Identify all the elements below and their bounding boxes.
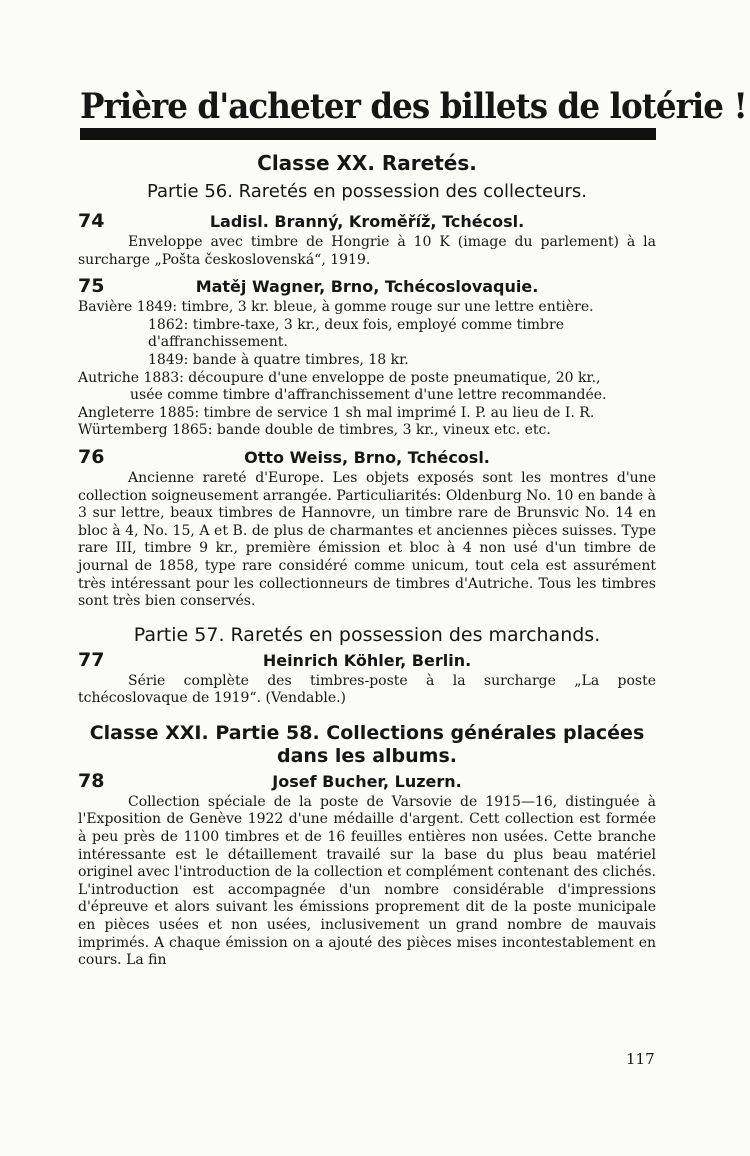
entry-78 bbox=[78, 770, 656, 970]
entry-number: 76 bbox=[78, 445, 105, 468]
part-57-title: Partie 57. Raretés en possession des marchands. bbox=[133, 623, 601, 646]
entry-74 bbox=[78, 210, 656, 269]
entry-number: 77 bbox=[78, 648, 105, 671]
entry-text: Enveloppe avec timbre de Hongrie à 10 K (image du parlement) à la surcharge „Pošta československá“, 1919. bbox=[78, 234, 656, 268]
class-xx-title: Classe XX. Raretés. bbox=[257, 151, 477, 175]
entry-name: Heinrich Köhler, Berlin. bbox=[262, 650, 472, 670]
page-content bbox=[78, 148, 656, 970]
entry-line: Autriche 1883: découpure d'une enveloppe de poste pneumatique, 20 kr., bbox=[78, 369, 601, 386]
entry-line: 1862: timbre-taxe, 3 kr., deux fois, employé comme timbre d'affranchissement. bbox=[148, 316, 564, 351]
entry-number: 75 bbox=[78, 275, 105, 298]
entry-name: Ladisl. Branný, Kroměříž, Tchécosl. bbox=[209, 212, 525, 231]
entry-number: 74 bbox=[78, 210, 105, 232]
entry-number: 78 bbox=[78, 769, 105, 792]
entry-name: Josef Bucher, Luzern. bbox=[272, 771, 462, 791]
entry-line: Bavière 1849: timbre, 3 kr. bleue, à gomme rouge sur une lettre entière. bbox=[78, 299, 594, 316]
entry-line: Würtemberg 1865: bande double de timbres, 3 kr., vineux etc. etc. bbox=[78, 422, 551, 439]
entry-text: Collection spéciale de la poste de Varsovie de 1915—16, distinguée à l'Exposition de Genève 1922 d'une médaille d'argent. Cett collection est formée à peu près de 1100 timbres et de 16 feuilles entières non usées. Cette branche intéressante est le détaillement travailé sur la base du plus beau matériel originel avec l'introduction de la collection et complément contenant des clichés. L'introduction est accompagnée d'un nombre considérable d'impressions d'épreuve et alors suivant les émissions proprement dit de la poste municipale en pièces usées et non usées, inclusivement un grand nombre de mauvais imprimés. A chaque émission on a ajouté des pièces mises incontestablement en cours. La fin bbox=[78, 793, 656, 969]
entry-name: Matěj Wagner, Brno, Tchécoslovaquie. bbox=[195, 277, 539, 297]
class-xxi-title-line1: Classe XXI. Partie 58. Collections générales placées bbox=[89, 721, 645, 744]
entry-line: Angleterre 1885: timbre de service 1 sh mal imprimé I. P. au lieu de I. R. bbox=[78, 404, 595, 421]
class-xxi-title-line2: dans les albums. bbox=[277, 744, 457, 767]
entry-name: Otto Weiss, Brno, Tchécosl. bbox=[244, 447, 490, 467]
page-number: 117 bbox=[626, 1050, 655, 1068]
class-xxi-title bbox=[78, 722, 656, 768]
banner-rule bbox=[80, 128, 656, 140]
entry-text: Ancienne rareté d'Europe. Les objets exposés sont les montres d'une collection soigneusement arrangée. Particuliarités: Oldenburg No. 10 en bande à 3 sur lettre, beaux timbres de Hannovre, un timbre rare de Brunsvic No. 14 en bloc à 4, No. 15, A et B. de plus de charmantes et anciennes pièces suisses. Type rare III, timbre 9 kr., première émission et bloc à 4 non usé d'un timbre de journal de 1858, type rare considéré comme unicum, tout cela est assurément très intéressant pour les collectionneurs de timbres d'Autriche. Tous les timbres sont très bien conservés. bbox=[78, 469, 656, 610]
entry-75 bbox=[78, 275, 656, 440]
entry-76 bbox=[78, 446, 656, 611]
lottery-banner: Prière d'acheter des billets de lotérie ! bbox=[80, 86, 747, 127]
part-56-title: Partie 56. Raretés en possession des collecteurs. bbox=[146, 181, 588, 202]
entry-text: Série complète des timbres-poste à la surcharge „La poste tchécoslovaque de 1919“. (Vendable.) bbox=[78, 672, 656, 707]
entry-77 bbox=[78, 649, 656, 708]
entry-line: 1849: bande à quatre timbres, 18 kr. bbox=[148, 351, 409, 368]
entry-line: usée comme timbre d'affranchissement d'une lettre recommandée. bbox=[130, 387, 607, 404]
